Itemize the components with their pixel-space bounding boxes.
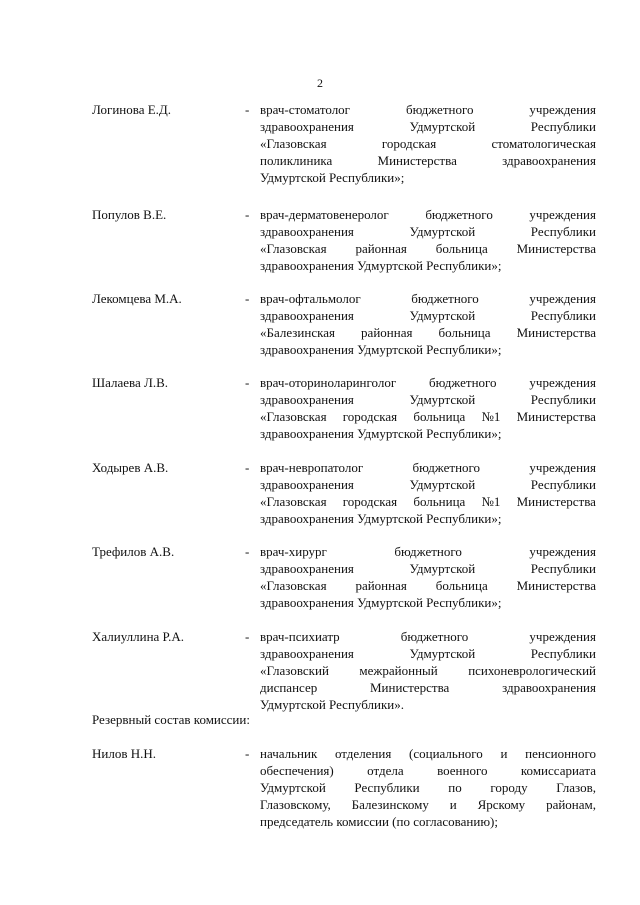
- member-position: [260, 374, 596, 442]
- position-line: здравоохранения Удмуртской Республики»;: [260, 595, 502, 610]
- position-line: здравоохранения Удмуртской Республики: [260, 392, 596, 407]
- position-line: врач-психиатр бюджетного учреждения: [260, 629, 596, 644]
- position-line: «Балезинская районная больница Министерства: [260, 325, 596, 340]
- member-position: [260, 745, 596, 830]
- reserve-heading: Резервный состав комиссии:: [92, 712, 250, 727]
- position-line: здравоохранения Удмуртской Республики: [260, 224, 596, 239]
- position-line: «Глазовский межрайонный психоневрологический: [260, 663, 596, 678]
- member-dash: -: [245, 291, 250, 306]
- member-name: Лекомцева М.А.: [92, 291, 182, 306]
- member-name: Ходырев А.В.: [92, 460, 169, 475]
- position-line: здравоохранения Удмуртской Республики»;: [260, 426, 502, 441]
- position-line: поликлиника Министерства здравоохранения: [260, 153, 596, 168]
- position-line: Удмуртской Республики».: [260, 697, 404, 712]
- position-line: здравоохранения Удмуртской Республики: [260, 561, 596, 576]
- position-line: «Глазовская районная больница Министерства: [260, 241, 596, 256]
- member-name: Нилов Н.Н.: [92, 746, 156, 761]
- position-line: «Глазовская городская больница №1 Министерства: [260, 494, 596, 509]
- position-line: Удмуртской Республики»;: [260, 170, 405, 185]
- member-position: [260, 628, 596, 713]
- member-name: Популов В.Е.: [92, 207, 167, 222]
- member-dash: -: [245, 746, 250, 761]
- member-position: [260, 101, 596, 186]
- position-line: обеспечения) отдела военного комиссариата: [260, 763, 596, 778]
- member-dash: -: [245, 102, 250, 117]
- position-line: врач-невропатолог бюджетного учреждения: [260, 460, 596, 475]
- member-position: [260, 290, 596, 358]
- member-position: [260, 206, 596, 274]
- page-number: 2: [317, 76, 323, 90]
- position-line: здравоохранения Удмуртской Республики: [260, 308, 596, 323]
- position-line: врач-офтальмолог бюджетного учреждения: [260, 291, 596, 306]
- position-line: здравоохранения Удмуртской Республики»;: [260, 342, 502, 357]
- member-dash: -: [245, 629, 250, 644]
- position-line: «Глазовская городская стоматологическая: [260, 136, 596, 151]
- position-line: «Глазовская городская больница №1 Министерства: [260, 409, 596, 424]
- position-line: здравоохранения Удмуртской Республики»;: [260, 258, 502, 273]
- position-line: председатель комиссии (по согласованию);: [260, 814, 498, 829]
- position-line: врач-стоматолог бюджетного учреждения: [260, 102, 596, 117]
- position-line: Удмуртской Республики по городу Глазов,: [260, 780, 596, 795]
- member-dash: -: [245, 460, 250, 475]
- position-line: Глазовскому, Балезинскому и Ярскому районам,: [260, 797, 596, 812]
- member-name: Шалаева Л.В.: [92, 375, 169, 390]
- position-line: начальник отделения (социального и пенсионного: [260, 746, 596, 761]
- position-line: диспансер Министерства здравоохранения: [260, 680, 596, 695]
- position-line: здравоохранения Удмуртской Республики: [260, 646, 596, 661]
- member-position: [260, 459, 596, 527]
- member-dash: -: [245, 375, 250, 390]
- position-line: врач-оториноларинголог бюджетного учреждения: [260, 375, 596, 390]
- position-line: врач-дерматовенеролог бюджетного учреждения: [260, 207, 596, 222]
- member-name: Трефилов А.В.: [92, 544, 175, 559]
- member-name: Логинова Е.Д.: [92, 102, 172, 117]
- member-dash: -: [245, 207, 250, 222]
- position-line: здравоохранения Удмуртской Республики»;: [260, 511, 502, 526]
- member-dash: -: [245, 544, 250, 559]
- position-line: «Глазовская районная больница Министерства: [260, 578, 596, 593]
- member-name: Халиуллина Р.А.: [92, 629, 185, 644]
- position-line: врач-хирург бюджетного учреждения: [260, 544, 596, 559]
- position-line: здравоохранения Удмуртской Республики: [260, 477, 596, 492]
- position-line: здравоохранения Удмуртской Республики: [260, 119, 596, 134]
- member-position: [260, 543, 596, 611]
